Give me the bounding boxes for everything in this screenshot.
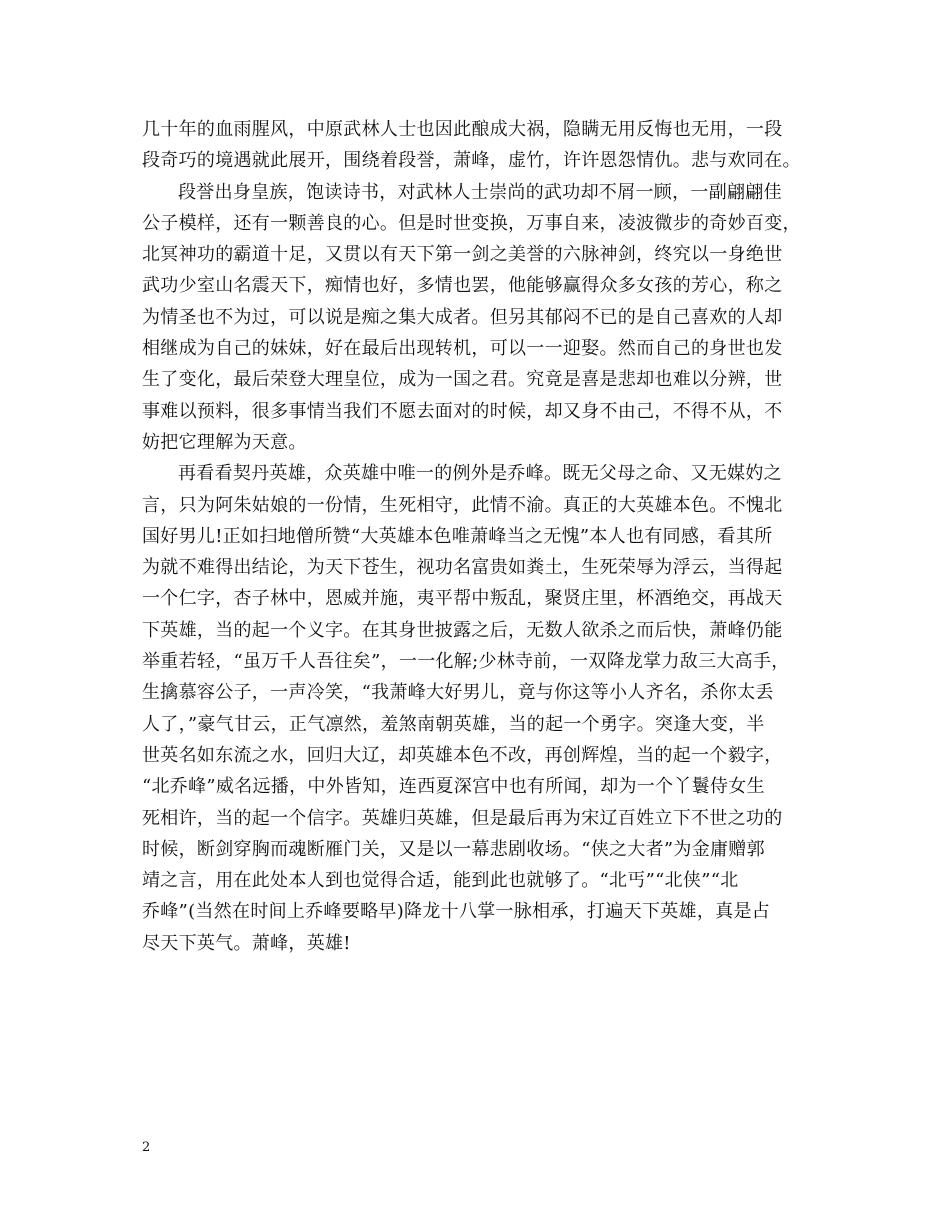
text-line: 段奇巧的境遇就此展开，围绕着段誉，萧峰，虚竹，许许恩怨情仇。悲与欢同在。: [142, 150, 801, 172]
text-line: 相继成为自己的妹妹，好在最后出现转机，可以一一迎娶。然而自己的身世也发: [142, 338, 783, 360]
text-line: 举重若轻，“虽万千人吾往矣”，一一化解;少林寺前，一双降龙掌力敌三大高手，: [142, 651, 790, 673]
text-line: 下英雄，当的起一个义字。在其身世披露之后，无数人欲杀之而后快，萧峰仍能: [142, 619, 783, 641]
text-line: 生了变化，最后荣登大理皇位，成为一国之君。究竟是喜是悲却也难以分辨，世: [142, 369, 783, 391]
text-line: 武功少室山名震天下，痴情也好，多情也罢，他能够赢得众多女孩的芳心，称之: [142, 275, 783, 297]
text-line: 人了，”豪气甘云，正气凛然，羞煞南朝英雄，当的起一个勇字。突逢大变，半: [142, 713, 765, 735]
text-line: 一个仁字，杏子林中，恩威并施，夷平帮中叛乱，聚贤庄里，杯酒绝交，再战天: [142, 588, 783, 610]
text-line: 几十年的血雨腥风，中原武林人士也因此酿成大祸，隐瞒无用反悔也无用，一段: [142, 119, 783, 140]
text-line: 乔峰”(当然在时间上乔峰要略早)降龙十八掌一脉相承，打遍天下英雄，真是占: [142, 901, 771, 923]
text-line: 为就不难得出结论，为天下苍生，视功名富贵如粪土，生死荣辱为浮云，当得起: [142, 557, 783, 579]
text-line: 妨把它理解为天意。: [142, 431, 307, 453]
text-line: 北冥神功的霸道十足，又贯以有天下第一剑之美誉的六脉神剑，终究以一身绝世: [142, 244, 783, 266]
text-line: 靖之言，用在此处本人到也觉得合适，能到此也就够了。“北丐”“北侠”“北: [142, 870, 739, 892]
body-text: [142, 114, 810, 959]
text-line: 公子模样，还有一颗善良的心。但是时世变换，万事自来，凌波微步的奇妙百变，: [142, 212, 801, 234]
paragraph-start-line: 段誉出身皇族，饱读诗书，对武林人士崇尚的武功却不屑一顾，一副翩翩佳: [178, 181, 782, 203]
text-line: “北乔峰”威名远播，中外皆知，连西夏深宫中也有所闻，却为一个丫鬟侍女生: [142, 776, 765, 798]
text-line: 时候，断剑穿胸而魂断雁门关，又是以一幕悲剧收场。“侠之大者”为金庸赠郭: [142, 838, 765, 860]
text-line: 生擒慕容公子，一声冷笑，“我萧峰大好男儿，竟与你这等小人齐名，杀你太丢: [142, 682, 774, 704]
text-line: 死相许，当的起一个信字。英雄归英雄，但是最后再为宋辽百姓立下不世之功的: [142, 807, 783, 829]
text-line: 为情圣也不为过，可以说是痴之集大成者。但另其郁闷不已的是自己喜欢的人却: [142, 306, 783, 328]
text-line: 国好男儿!正如扫地僧所赞“大英雄本色唯萧峰当之无愧”本人也有同感，看其所: [142, 525, 773, 547]
page-number: 2: [142, 1140, 151, 1155]
text-line: 尽天下英气。萧峰，英雄!: [142, 932, 351, 954]
text-line: 言，只为阿朱姑娘的一份情，生死相守，此情不渝。真正的大英雄本色。不愧北: [142, 494, 783, 516]
paragraph-start-line: 再看看契丹英雄，众英雄中唯一的例外是乔峰。既无父母之命、又无媒妁之: [178, 463, 782, 485]
text-line: 世英名如东流之水，回归大辽，却英雄本色不改，再创辉煌，当的起一个毅字，: [142, 744, 783, 766]
text-line: 事难以预料，很多事情当我们不愿去面对的时候，却又身不由己，不得不从，不: [142, 400, 783, 422]
